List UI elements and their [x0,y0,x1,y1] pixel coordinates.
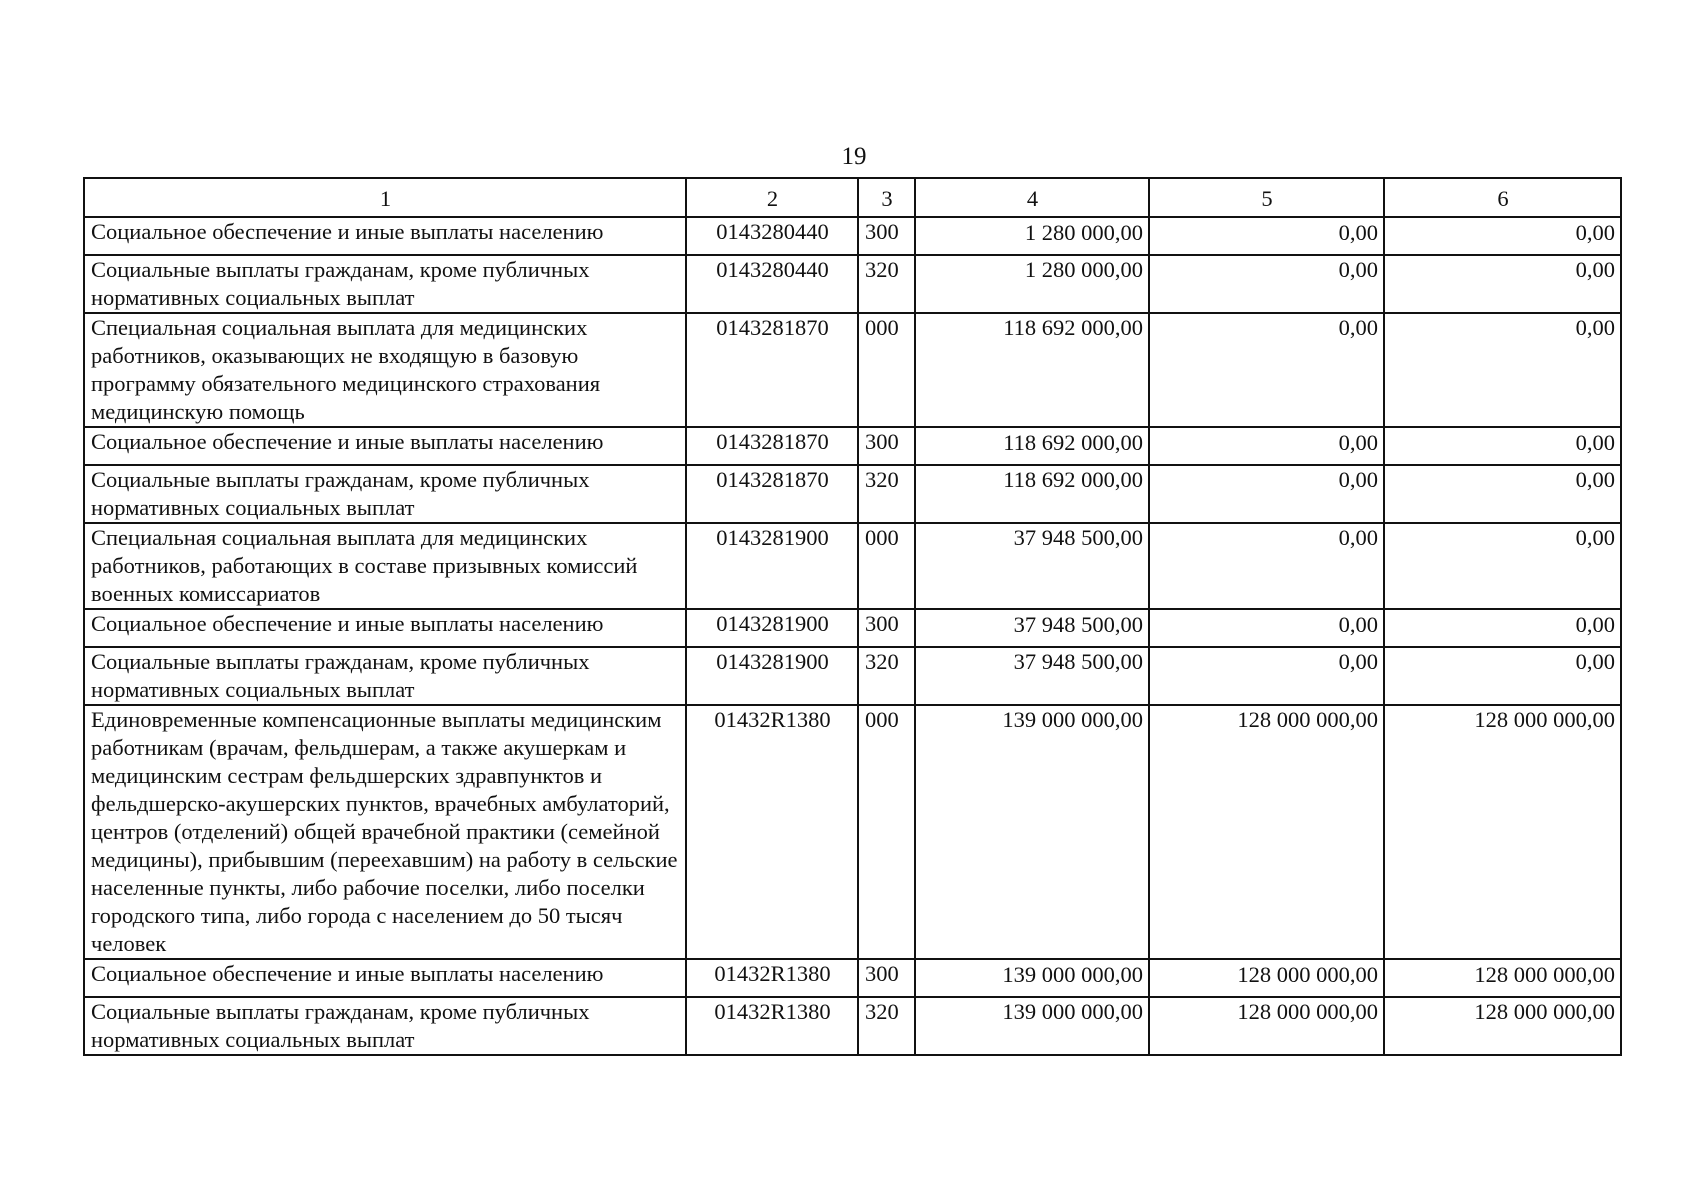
table-row [84,465,1621,523]
header-cell-5: 5 [1149,178,1384,217]
row-value-5: 128 000 000,00 [1149,997,1384,1055]
row-value-6: 0,00 [1384,255,1621,313]
row-value-5: 128 000 000,00 [1149,959,1384,997]
row-code: 01432R1380 [686,997,858,1055]
row-value-4: 139 000 000,00 [915,997,1149,1055]
row-value-5: 0,00 [1149,465,1384,523]
row-value-4: 118 692 000,00 [915,465,1149,523]
row-value-4: 1 280 000,00 [915,217,1149,255]
header-cell-1: 1 [84,178,686,217]
table-row [84,705,1621,959]
row-type: 320 [858,997,915,1055]
row-name: Специальная социальная выплата для медицинских работников, работающих в составе призывных комиссий военных комиссариатов [84,523,686,609]
table-row [84,255,1621,313]
header-cell-3: 3 [858,178,915,217]
row-name: Социальное обеспечение и иные выплаты населению [84,609,686,647]
row-value-6: 0,00 [1384,609,1621,647]
row-value-5: 0,00 [1149,609,1384,647]
header-cell-4: 4 [915,178,1149,217]
row-value-5: 0,00 [1149,647,1384,705]
row-type: 320 [858,255,915,313]
row-value-5: 128 000 000,00 [1149,705,1384,959]
row-value-4: 1 280 000,00 [915,255,1149,313]
header-row [84,178,1621,217]
row-value-4: 118 692 000,00 [915,427,1149,465]
row-value-6: 128 000 000,00 [1384,997,1621,1055]
header-cell-6: 6 [1384,178,1621,217]
table-row [84,217,1621,255]
row-value-6: 0,00 [1384,647,1621,705]
row-code: 01432R1380 [686,959,858,997]
row-value-6: 0,00 [1384,523,1621,609]
table-row [84,609,1621,647]
row-value-6: 0,00 [1384,465,1621,523]
row-code: 0143281900 [686,647,858,705]
row-value-4: 37 948 500,00 [915,609,1149,647]
row-value-5: 0,00 [1149,217,1384,255]
table-row [84,997,1621,1055]
row-name: Специальная социальная выплата для медицинских работников, оказывающих не входящую в базовую программу обязательного медицинского страхования медицинскую помощь [84,313,686,427]
row-value-5: 0,00 [1149,427,1384,465]
row-name: Единовременные компенсационные выплаты медицинским работникам (врачам, фельдшерам, а также акушеркам и медицинским сестрам фельдшерских здравпунктов и фельдшерско-акушерских пунктов, врачебных амбулаторий, центров (отделений) общей врачебной практики (семейной медицины), прибывшим (переехавшим) на работу в сельские населенные пункты, либо рабочие поселки, либо поселки городского типа, либо города с населением до 50 тысяч человек [84,705,686,959]
row-value-4: 139 000 000,00 [915,705,1149,959]
table-row [84,523,1621,609]
row-code: 0143281870 [686,427,858,465]
page-number: 19 [841,143,867,170]
row-type: 300 [858,427,915,465]
row-type: 300 [858,217,915,255]
row-code: 0143281870 [686,465,858,523]
row-type: 000 [858,313,915,427]
row-value-4: 139 000 000,00 [915,959,1149,997]
row-name: Социальные выплаты гражданам, кроме публичных нормативных социальных выплат [84,997,686,1055]
row-name: Социальное обеспечение и иные выплаты населению [84,427,686,465]
row-type: 300 [858,609,915,647]
row-type: 000 [858,523,915,609]
row-value-5: 0,00 [1149,313,1384,427]
row-name: Социальные выплаты гражданам, кроме публичных нормативных социальных выплат [84,255,686,313]
header-cell-2: 2 [686,178,858,217]
row-value-6: 0,00 [1384,427,1621,465]
row-type: 000 [858,705,915,959]
row-value-6: 128 000 000,00 [1384,705,1621,959]
row-value-5: 0,00 [1149,255,1384,313]
row-name: Социальное обеспечение и иные выплаты населению [84,217,686,255]
row-value-6: 0,00 [1384,313,1621,427]
table-row [84,959,1621,997]
row-name: Социальные выплаты гражданам, кроме публичных нормативных социальных выплат [84,465,686,523]
table-row [84,647,1621,705]
row-code: 0143280440 [686,255,858,313]
row-code: 0143280440 [686,217,858,255]
row-value-4: 37 948 500,00 [915,523,1149,609]
row-code: 01432R1380 [686,705,858,959]
table-row [84,313,1621,427]
row-type: 300 [858,959,915,997]
row-type: 320 [858,647,915,705]
row-code: 0143281900 [686,609,858,647]
row-code: 0143281900 [686,523,858,609]
row-value-4: 118 692 000,00 [915,313,1149,427]
row-name: Социальные выплаты гражданам, кроме публичных нормативных социальных выплат [84,647,686,705]
row-value-5: 0,00 [1149,523,1384,609]
row-name: Социальное обеспечение и иные выплаты населению [84,959,686,997]
row-value-6: 0,00 [1384,217,1621,255]
budget-table [83,177,1622,1056]
row-type: 320 [858,465,915,523]
row-value-4: 37 948 500,00 [915,647,1149,705]
row-code: 0143281870 [686,313,858,427]
row-value-6: 128 000 000,00 [1384,959,1621,997]
table-row [84,427,1621,465]
